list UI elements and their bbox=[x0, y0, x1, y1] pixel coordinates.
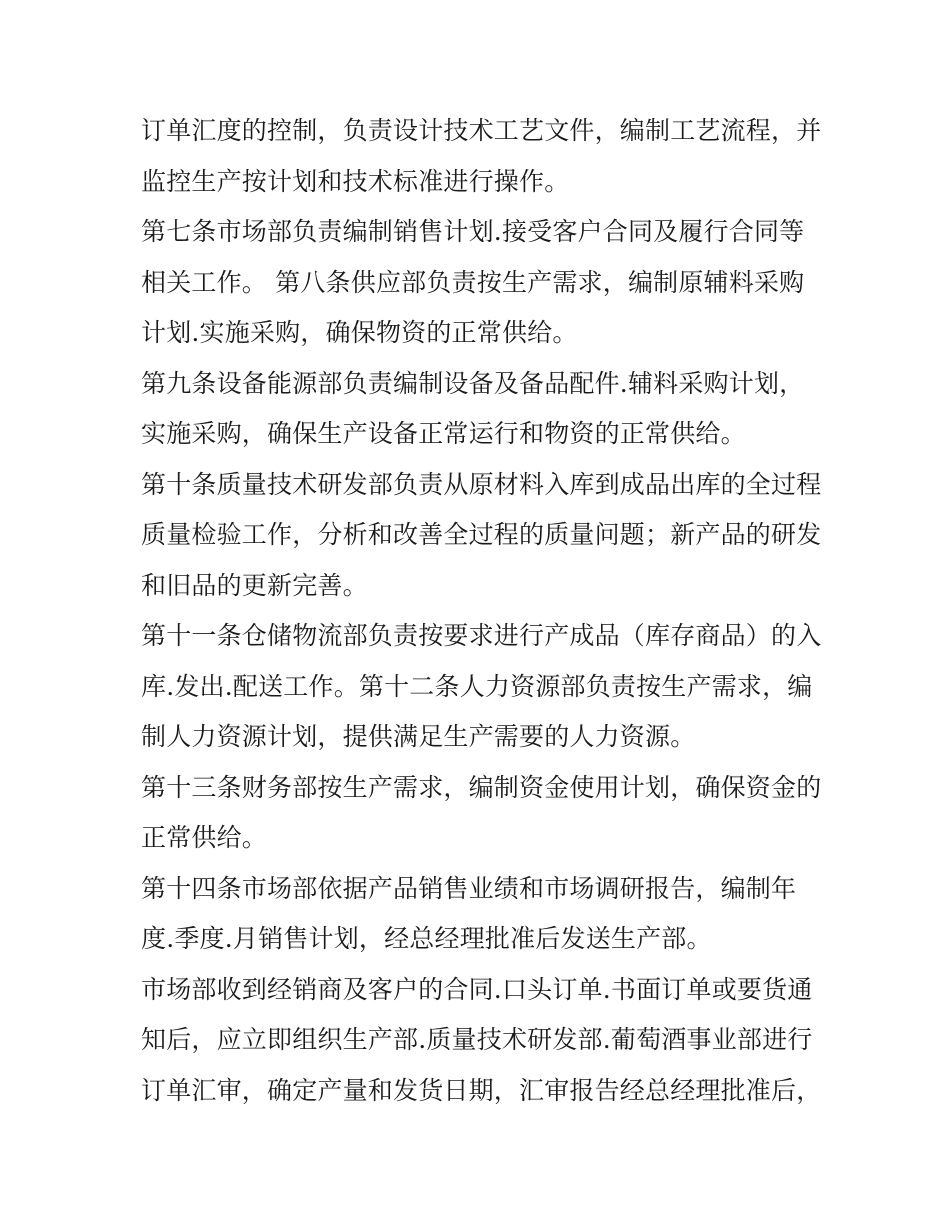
text-line: 和旧品的更新完善。 bbox=[141, 570, 368, 600]
text-line: 相关工作。 第八条供应部负责按生产需求，编制原辅料采购 bbox=[141, 267, 805, 297]
text-line: 第七条市场部负责编制销售计划.接受客户合同及履行合同等 bbox=[141, 217, 805, 246]
text-line: 监控生产按计划和技术标准进行操作。 bbox=[141, 166, 570, 196]
text-line: 计划.实施采购，确保物资的正常供给。 bbox=[141, 318, 578, 347]
text-line: 制人力资源计划，提供满足生产需要的人力资源。 bbox=[141, 722, 696, 751]
text-line: 第十四条市场部依据产品销售业绩和市场调研报告，编制年 bbox=[141, 873, 797, 903]
text-line: 第十条质量技术研发部负责从原材料入库到成品出库的全过程 bbox=[141, 469, 822, 499]
text-line: 实施采购，确保生产设备正常运行和物资的正常供给。 bbox=[141, 419, 746, 448]
text-line: 正常供给。 bbox=[141, 823, 268, 852]
text-line: 第十一条仓储物流部负责按要求进行产成品（库存商品）的入 bbox=[141, 621, 822, 650]
document-body bbox=[141, 106, 821, 1116]
text-line: 知后，应立即组织生产部.质量技术研发部.葡萄酒事业部进行 bbox=[141, 1025, 813, 1054]
text-line: 市场部收到经销商及客户的合同.口头订单.书面订单或要货通 bbox=[141, 974, 813, 1004]
text-line: 订单汇审，确定产量和发货日期，汇审报告经总经理批准后， bbox=[141, 1075, 822, 1105]
text-line: 质量检验工作，分析和改善全过程的质量问题；新产品的研发 bbox=[141, 520, 822, 549]
text-line: 第九条设备能源部负责编制设备及备品配件.辅料采购计划， bbox=[141, 368, 805, 398]
text-line: 订单汇度的控制，负责设计技术工艺文件，编制工艺流程，并 bbox=[141, 116, 822, 145]
text-line: 第十三条财务部按生产需求，编制资金使用计划，确保资金的 bbox=[141, 772, 822, 802]
text-line: 库.发出.配送工作。第十二条人力资源部负责按生产需求，编 bbox=[141, 671, 813, 701]
text-line: 度.季度.月销售计划，经总经理批准后发送生产部。 bbox=[141, 924, 712, 953]
